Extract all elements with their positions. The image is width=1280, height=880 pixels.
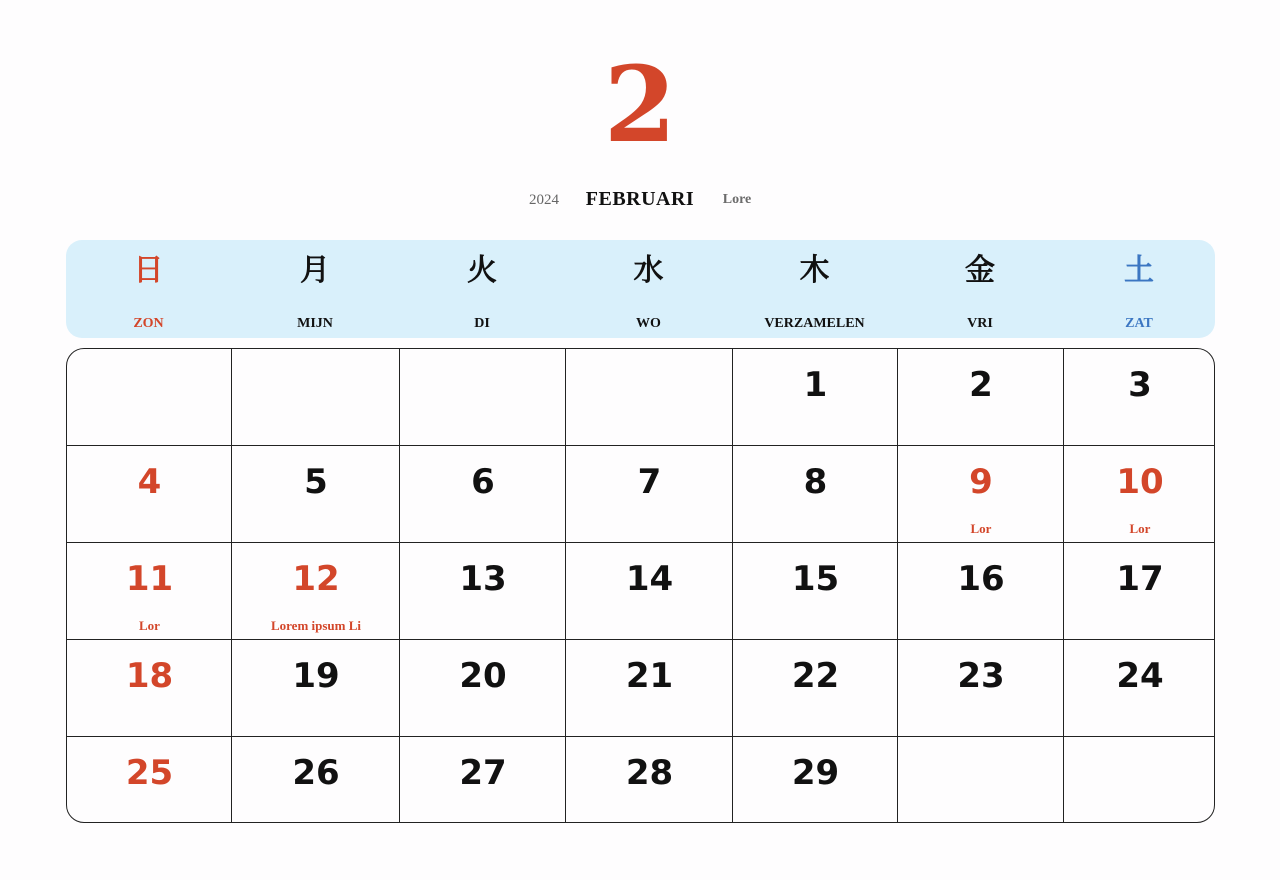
empty-day-cell [566, 349, 733, 446]
empty-day-cell [898, 737, 1064, 823]
day-cell[interactable] [400, 543, 566, 640]
day-number: 11 [125, 559, 174, 599]
weekday-kanji: 金 [965, 253, 995, 288]
day-number: 6 [471, 462, 495, 502]
weekday-0 [66, 240, 231, 338]
month-name: FEBRUARI [585, 188, 695, 210]
day-number: 25 [125, 753, 174, 793]
day-cell[interactable] [733, 543, 898, 640]
day-number: 5 [304, 462, 328, 502]
day-number: 15 [791, 559, 840, 599]
day-cell[interactable] [733, 446, 898, 543]
day-number: 14 [625, 559, 674, 599]
weekday-kanji: 月 [300, 253, 330, 288]
day-cell[interactable] [232, 543, 400, 640]
day-cell[interactable] [1064, 446, 1215, 543]
day-cell[interactable] [898, 446, 1064, 543]
day-number: 3 [1128, 365, 1152, 405]
day-cell[interactable] [733, 349, 898, 446]
day-cell[interactable] [1064, 543, 1215, 640]
day-number: 7 [637, 462, 662, 502]
day-number: 8 [803, 462, 828, 502]
empty-day-cell [232, 349, 400, 446]
weekday-label: MIJN [297, 316, 333, 331]
weekday-5 [897, 240, 1063, 338]
weekday-label: VRI [967, 316, 993, 331]
day-number: 20 [459, 656, 507, 696]
weekday-kanji: 水 [633, 253, 664, 288]
weekday-header [66, 240, 1215, 338]
day-cell[interactable] [1064, 640, 1215, 737]
weekday-3 [565, 240, 732, 338]
day-cell[interactable] [1064, 349, 1215, 446]
day-cell[interactable] [898, 349, 1064, 446]
day-number: 26 [292, 753, 340, 793]
weekday-2 [399, 240, 565, 338]
day-note: Lor [139, 618, 160, 633]
day-cell[interactable] [67, 737, 232, 823]
day-cell[interactable] [232, 640, 400, 737]
day-number: 4 [137, 462, 162, 502]
weekday-label: DI [474, 316, 490, 331]
day-cell[interactable] [67, 543, 232, 640]
day-note: Lor [1129, 521, 1151, 536]
day-number: 21 [625, 656, 674, 696]
day-number: 17 [1116, 559, 1164, 599]
day-number: 29 [791, 753, 840, 793]
day-cell[interactable] [400, 737, 566, 823]
empty-day-cell [1064, 737, 1215, 823]
day-cell[interactable] [232, 446, 400, 543]
weekday-4 [732, 240, 897, 338]
day-number: 16 [957, 559, 1005, 599]
day-number: 22 [791, 656, 840, 696]
weekday-label: ZON [133, 316, 164, 331]
month-number: 2 [603, 43, 677, 166]
year-label: 2024 [529, 192, 559, 208]
weekday-kanji: 木 [799, 253, 830, 288]
day-number: 12 [292, 559, 340, 599]
day-cell[interactable] [566, 640, 733, 737]
day-number: 23 [957, 656, 1005, 696]
weekday-label: VERZAMELEN [764, 316, 865, 331]
day-cell[interactable] [566, 446, 733, 543]
weekday-kanji: 土 [1124, 253, 1154, 288]
day-cell[interactable] [400, 640, 566, 737]
day-number: 19 [292, 656, 340, 696]
weekday-1 [231, 240, 399, 338]
day-note: Lorem ipsum Li [270, 618, 362, 633]
day-cell[interactable] [898, 543, 1064, 640]
calendar-grid [66, 348, 1215, 823]
day-cell[interactable] [898, 640, 1064, 737]
day-cell[interactable] [566, 737, 733, 823]
day-cell[interactable] [400, 446, 566, 543]
empty-day-cell [400, 349, 566, 446]
weekday-label: ZAT [1125, 316, 1153, 331]
header-note: Lore [722, 192, 752, 207]
weekday-kanji: 日 [133, 253, 164, 288]
day-cell[interactable] [733, 737, 898, 823]
day-number: 27 [459, 753, 507, 793]
day-number: 1 [803, 365, 828, 405]
day-number: 24 [1116, 656, 1164, 696]
day-cell[interactable] [733, 640, 898, 737]
day-cell[interactable] [232, 737, 400, 823]
weekday-kanji: 火 [467, 253, 497, 288]
day-number: 2 [969, 365, 993, 405]
day-number: 10 [1116, 462, 1164, 502]
day-cell[interactable] [67, 640, 232, 737]
day-number: 18 [125, 656, 174, 696]
weekday-label: WO [636, 316, 661, 331]
month-header [0, 188, 1280, 214]
day-number: 13 [459, 559, 507, 599]
day-cell[interactable] [67, 446, 232, 543]
day-number: 28 [625, 753, 674, 793]
empty-day-cell [67, 349, 232, 446]
day-number: 9 [969, 462, 993, 502]
day-cell[interactable] [566, 543, 733, 640]
day-note: Lor [970, 521, 992, 536]
weekday-6 [1063, 240, 1215, 338]
